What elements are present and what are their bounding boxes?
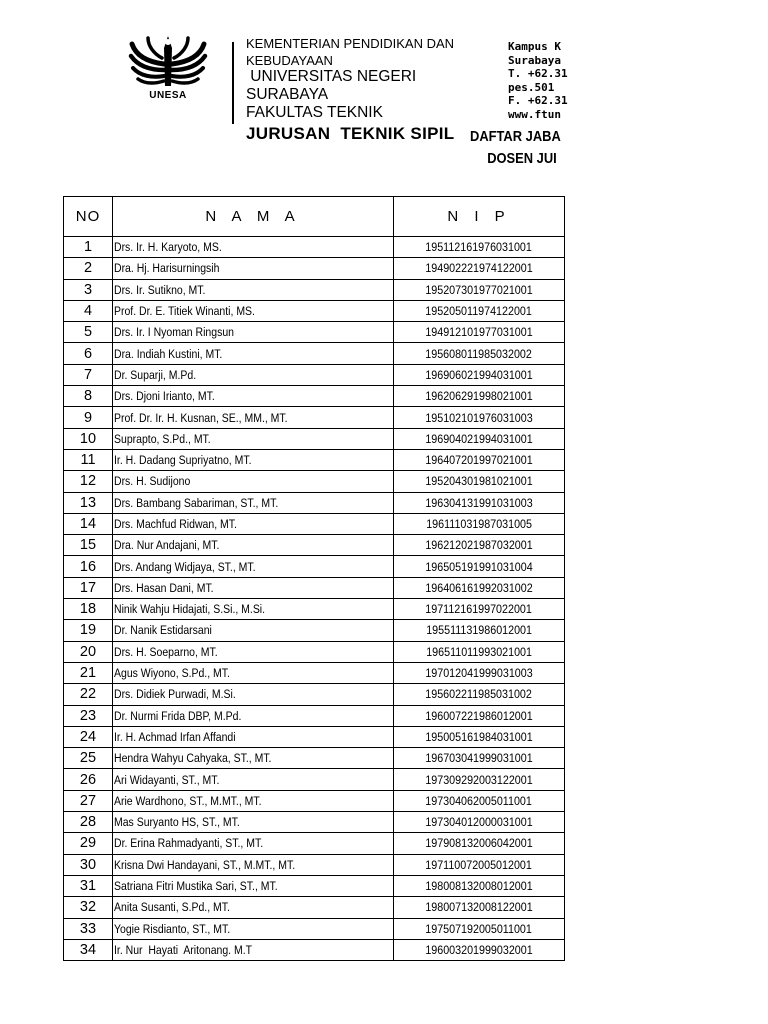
row-number: 16 xyxy=(64,556,113,577)
lecturer-name: Arie Wardhono, ST., M.MT., MT. xyxy=(114,793,262,808)
lecturer-nip: 196206291998021001 xyxy=(425,389,533,404)
nip-cell xyxy=(394,279,565,300)
lecturer-name: Ninik Wahju Hidajati, S.Si., M.Si. xyxy=(114,602,266,617)
lecturer-nip: 196212021987032001 xyxy=(425,538,533,553)
nip-cell xyxy=(394,237,565,258)
table-row xyxy=(64,386,565,407)
nip-cell xyxy=(394,875,565,896)
lecturer-nip: 195204301981021001 xyxy=(425,474,533,489)
nip-cell xyxy=(394,556,565,577)
lecturer-name-cell xyxy=(113,939,394,960)
row-number: 2 xyxy=(64,258,113,279)
table-row xyxy=(64,513,565,534)
nip-cell xyxy=(394,258,565,279)
lecturer-name-cell xyxy=(113,386,394,407)
lecturer-nip: 196007221986012001 xyxy=(425,708,533,723)
lecturer-name-cell xyxy=(113,577,394,598)
lecturer-nip: 195602211985031002 xyxy=(425,687,533,702)
row-number: 10 xyxy=(64,428,113,449)
lecturer-name-cell xyxy=(113,769,394,790)
lecturer-name: Prof. Dr. Ir. H. Kusnan, SE., MM., MT. xyxy=(114,410,288,425)
nip-cell xyxy=(394,726,565,747)
lecturer-name-cell xyxy=(113,237,394,258)
contact-line: www.ftun xyxy=(508,107,561,121)
nip-cell xyxy=(394,535,565,556)
lecturer-name: Agus Wiyono, S.Pd., MT. xyxy=(114,666,230,681)
lecturer-name-cell xyxy=(113,918,394,939)
table-row xyxy=(64,535,565,556)
lecturer-name: Dra. Hj. Harisurningsih xyxy=(114,261,220,276)
table-row xyxy=(64,258,565,279)
row-number: 5 xyxy=(64,322,113,343)
table-row xyxy=(64,748,565,769)
nip-cell xyxy=(394,577,565,598)
table-row xyxy=(64,769,565,790)
row-number: 25 xyxy=(64,748,113,769)
ministry-line-2: KEBUDAYAAN xyxy=(246,53,333,68)
lecturer-name-cell xyxy=(113,300,394,321)
column-header-no: NO xyxy=(64,197,113,237)
nip-cell xyxy=(394,918,565,939)
nip-cell xyxy=(394,513,565,534)
lecturer-name: Hendra Wahyu Cahyaka, ST., MT. xyxy=(114,751,272,766)
table-row xyxy=(64,620,565,641)
table-row xyxy=(64,939,565,960)
nip-cell xyxy=(394,897,565,918)
table-row xyxy=(64,279,565,300)
nip-cell xyxy=(394,748,565,769)
university-line-1: UNIVERSITAS NEGERI xyxy=(246,68,417,85)
lecturer-name: Prof. Dr. E. Titiek Winanti, MS. xyxy=(114,304,255,319)
row-number: 1 xyxy=(64,237,113,258)
table-row xyxy=(64,854,565,875)
lecturer-name: Drs. Ir. H. Karyoto, MS. xyxy=(114,240,222,255)
document-title xyxy=(470,126,561,170)
nip-cell xyxy=(394,364,565,385)
lecturer-name-cell xyxy=(113,407,394,428)
row-number: 30 xyxy=(64,854,113,875)
table-row xyxy=(64,492,565,513)
nip-cell xyxy=(394,471,565,492)
department-name: JURUSAN TEKNIK SIPIL xyxy=(246,124,455,143)
lecturer-name-cell xyxy=(113,875,394,896)
table-row xyxy=(64,237,565,258)
lecturer-name: Drs. Ir. I Nyoman Ringsun xyxy=(114,325,234,340)
table-row xyxy=(64,641,565,662)
row-number: 29 xyxy=(64,833,113,854)
row-number: 11 xyxy=(64,449,113,470)
table-row xyxy=(64,407,565,428)
table-row xyxy=(64,322,565,343)
contact-block xyxy=(508,40,568,121)
contact-line: Kampus K xyxy=(508,40,561,53)
lecturer-name: Drs. Didiek Purwadi, M.Si. xyxy=(114,687,236,702)
row-number: 17 xyxy=(64,577,113,598)
nip-cell xyxy=(394,407,565,428)
lecturer-name-cell xyxy=(113,748,394,769)
nip-cell xyxy=(394,854,565,875)
table-row xyxy=(64,897,565,918)
table-row xyxy=(64,662,565,683)
lecturer-nip: 197112161997022001 xyxy=(425,602,533,617)
nip-cell xyxy=(394,322,565,343)
lecturer-name: Drs. Machfud Ridwan, MT. xyxy=(114,517,237,531)
table-row xyxy=(64,556,565,577)
lecturer-name-cell xyxy=(113,790,394,811)
lecturer-nip: 196703041999031001 xyxy=(425,751,533,766)
nip-cell xyxy=(394,620,565,641)
lecturer-name: Ir. Nur Hayati Aritonang. M.T xyxy=(114,942,253,957)
table-row xyxy=(64,449,565,470)
contact-line: Surabaya xyxy=(508,53,561,67)
ministry-name xyxy=(246,35,454,69)
lecturer-name: Dr. Nanik Estidarsani xyxy=(114,623,212,638)
lecturer-name-cell xyxy=(113,449,394,470)
table-row xyxy=(64,300,565,321)
row-number: 6 xyxy=(64,343,113,364)
table-row xyxy=(64,790,565,811)
lecturer-name: Drs. Bambang Sabariman, ST., MT. xyxy=(114,495,279,510)
lecturer-nip: 197012041999031003 xyxy=(425,666,533,681)
title-line-2: DOSEN JUI xyxy=(487,150,557,167)
lecturer-name: Drs. Andang Widjaya, ST., MT. xyxy=(114,559,256,574)
row-number: 12 xyxy=(64,471,113,492)
row-number: 34 xyxy=(64,939,113,960)
table-row xyxy=(64,875,565,896)
lecturer-nip: 197507192005011001 xyxy=(425,921,533,936)
contact-line: T. +62.31 xyxy=(508,67,568,80)
lecturer-name-cell xyxy=(113,471,394,492)
row-number: 23 xyxy=(64,705,113,726)
row-number: 15 xyxy=(64,535,113,556)
row-number: 27 xyxy=(64,790,113,811)
lecturer-name: Dra. Indiah Kustini, MT. xyxy=(114,346,223,361)
row-number: 3 xyxy=(64,279,113,300)
lecturer-name-cell xyxy=(113,492,394,513)
university-name xyxy=(246,68,416,104)
lecturer-name: Ir. H. Dadang Supriyatno, MT. xyxy=(114,453,252,468)
nip-cell xyxy=(394,599,565,620)
lecturer-name: Drs. H. Soeparno, MT. xyxy=(114,644,218,659)
row-number: 21 xyxy=(64,662,113,683)
lecturer-nip: 196003201999032001 xyxy=(425,942,533,957)
row-number: 26 xyxy=(64,769,113,790)
lecturer-nip: 197309292003122001 xyxy=(425,772,533,787)
header-divider xyxy=(232,42,234,124)
lecturer-nip: 196304131991031003 xyxy=(425,495,533,510)
lecturer-name: Dra. Nur Andajani, MT. xyxy=(114,538,220,553)
lecturer-nip: 195102101976031003 xyxy=(425,410,533,425)
lecturer-name-cell xyxy=(113,599,394,620)
university-line-2: SURABAYA xyxy=(246,86,329,103)
lecturer-nip: 196904021994031001 xyxy=(425,431,533,446)
row-number: 24 xyxy=(64,726,113,747)
lecturer-nip: 197908132006042001 xyxy=(425,836,533,851)
lecturer-name-cell xyxy=(113,343,394,364)
lecturer-nip: 195005161984031001 xyxy=(425,729,533,744)
lecturer-name-cell xyxy=(113,641,394,662)
row-number: 33 xyxy=(64,918,113,939)
table-body xyxy=(64,237,565,961)
lecturer-nip: 194912101977031001 xyxy=(425,325,533,340)
nip-cell xyxy=(394,449,565,470)
lecturer-name-cell xyxy=(113,535,394,556)
lecturer-name: Dr. Suparji, M.Pd. xyxy=(114,367,197,382)
lecturer-name: Yogie Risdianto, ST., MT. xyxy=(114,921,231,936)
table-row xyxy=(64,918,565,939)
nip-cell xyxy=(394,833,565,854)
title-line-1: DAFTAR JABA xyxy=(470,128,561,145)
faculty-name: FAKULTAS TEKNIK xyxy=(246,104,383,121)
lecturer-nip: 198008132008012001 xyxy=(425,879,533,894)
lecturer-name: Mas Suryanto HS, ST., MT. xyxy=(114,815,240,830)
lecturer-name-cell xyxy=(113,662,394,683)
lecturer-name-cell xyxy=(113,705,394,726)
logo-text: UNESA xyxy=(149,90,187,101)
row-number: 19 xyxy=(64,620,113,641)
table-row xyxy=(64,343,565,364)
lecturer-nip: 197304012000031001 xyxy=(425,815,533,830)
row-number: 13 xyxy=(64,492,113,513)
lecturer-name-cell xyxy=(113,279,394,300)
table-row xyxy=(64,726,565,747)
nip-cell xyxy=(394,705,565,726)
lecturer-nip: 196406161992031002 xyxy=(425,580,533,595)
row-number: 7 xyxy=(64,364,113,385)
lecturer-nip: 195511131986012001 xyxy=(426,623,532,638)
table-row xyxy=(64,577,565,598)
row-number: 20 xyxy=(64,641,113,662)
lecturer-nip: 196906021994031001 xyxy=(425,367,533,382)
contact-line: F. +62.31 xyxy=(508,94,568,107)
table-row xyxy=(64,705,565,726)
row-number: 9 xyxy=(64,407,113,428)
lecturer-name: Ir. H. Achmad Irfan Affandi xyxy=(114,729,236,744)
unesa-logo xyxy=(128,34,208,106)
contact-line: pes.501 xyxy=(508,80,555,94)
lecturer-name-cell xyxy=(113,726,394,747)
table-row xyxy=(64,812,565,833)
nip-cell xyxy=(394,641,565,662)
nip-cell xyxy=(394,812,565,833)
lecturer-name: Satriana Fitri Mustika Sari, ST., MT. xyxy=(114,879,278,894)
table-row xyxy=(64,684,565,705)
lecturer-nip: 195205011974122001 xyxy=(425,304,533,319)
column-header-name: N A M A xyxy=(113,197,394,237)
table-header-row xyxy=(64,197,565,237)
nip-cell xyxy=(394,662,565,683)
row-number: 32 xyxy=(64,897,113,918)
lecturer-name: Suprapto, S.Pd., MT. xyxy=(114,431,211,446)
table-row xyxy=(64,428,565,449)
row-number: 8 xyxy=(64,386,113,407)
nip-cell xyxy=(394,492,565,513)
row-number: 22 xyxy=(64,684,113,705)
ministry-line-1: KEMENTERIAN PENDIDIKAN DAN xyxy=(246,36,455,51)
column-header-nip: N I P xyxy=(394,197,565,237)
lecturer-nip: 197304062005011001 xyxy=(425,793,533,808)
lecturer-nip: 196505191991031004 xyxy=(425,559,533,574)
row-number: 4 xyxy=(64,300,113,321)
lecturer-name-cell xyxy=(113,258,394,279)
lecturer-nip: 195608011985032002 xyxy=(425,346,533,361)
table-row xyxy=(64,833,565,854)
lecturer-name: Dr. Erina Rahmadyanti, ST., MT. xyxy=(114,836,264,851)
lecturer-name-cell xyxy=(113,812,394,833)
table-row xyxy=(64,599,565,620)
lecturer-name-cell xyxy=(113,833,394,854)
row-number: 18 xyxy=(64,599,113,620)
table-row xyxy=(64,471,565,492)
lecturer-name-cell xyxy=(113,854,394,875)
nip-cell xyxy=(394,790,565,811)
table-row xyxy=(64,364,565,385)
lecturer-name: Drs. H. Sudijono xyxy=(114,474,191,489)
row-number: 14 xyxy=(64,513,113,534)
row-number: 28 xyxy=(64,812,113,833)
lecturer-name: Drs. Hasan Dani, MT. xyxy=(114,580,214,595)
lecturer-name: Dr. Nurmi Frida DBP, M.Pd. xyxy=(114,708,242,723)
lecturer-name-cell xyxy=(113,897,394,918)
lecturer-name-cell xyxy=(113,684,394,705)
lecturer-name-cell xyxy=(113,513,394,534)
lecturer-nip: 197110072005012001 xyxy=(425,857,533,872)
lecturer-name: Anita Susanti, S.Pd., MT. xyxy=(114,900,230,915)
nip-cell xyxy=(394,684,565,705)
lecturer-table xyxy=(63,196,565,961)
lecturer-name: Drs. Djoni Irianto, MT. xyxy=(114,389,215,404)
lecturer-name-cell xyxy=(113,322,394,343)
row-number: 31 xyxy=(64,875,113,896)
nip-cell xyxy=(394,300,565,321)
lecturer-nip: 198007132008122001 xyxy=(425,900,533,915)
lecturer-nip: 195207301977021001 xyxy=(425,282,533,297)
nip-cell xyxy=(394,769,565,790)
nip-cell xyxy=(394,386,565,407)
unesa-emblem-icon xyxy=(128,34,208,92)
lecturer-nip: 196111031987031005 xyxy=(426,517,532,531)
nip-cell xyxy=(394,428,565,449)
nip-cell xyxy=(394,939,565,960)
lecturer-name-cell xyxy=(113,620,394,641)
lecturer-name-cell xyxy=(113,428,394,449)
lecturer-nip: 194902221974122001 xyxy=(425,261,533,276)
lecturer-name-cell xyxy=(113,364,394,385)
lecturer-nip: 195112161976031001 xyxy=(425,240,533,255)
lecturer-name-cell xyxy=(113,556,394,577)
lecturer-name: Krisna Dwi Handayani, ST., M.MT., MT. xyxy=(114,857,296,872)
lecturer-name: Ari Widayanti, ST., MT. xyxy=(114,772,220,787)
lecturer-name: Drs. Ir. Sutikno, MT. xyxy=(114,282,206,297)
nip-cell xyxy=(394,343,565,364)
lecturer-nip: 196407201997021001 xyxy=(425,453,533,468)
lecturer-nip: 196511011993021001 xyxy=(426,644,532,659)
